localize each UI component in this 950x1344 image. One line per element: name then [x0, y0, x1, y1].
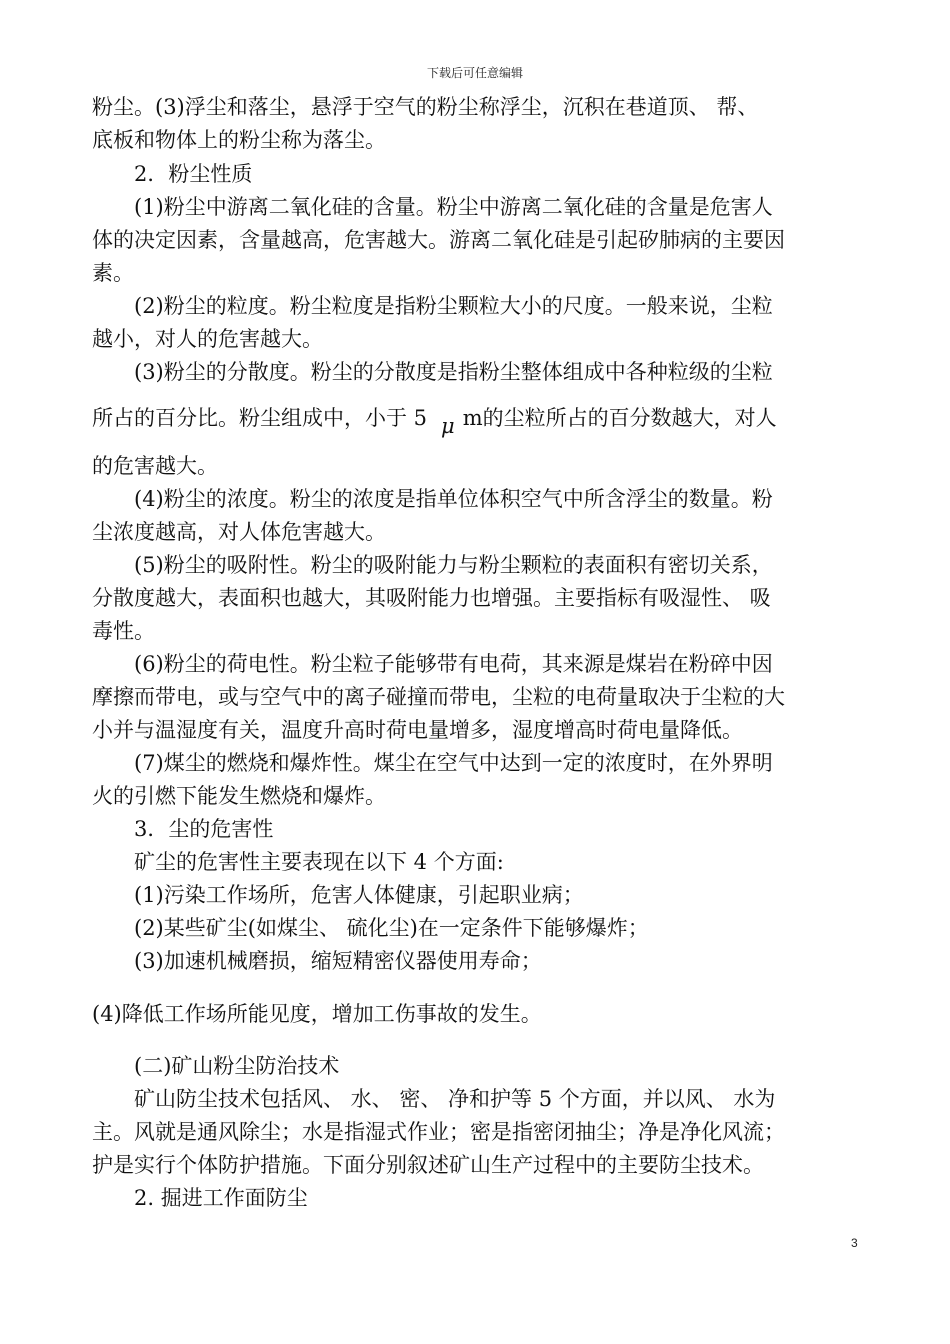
section-heading: (二)矿山粉尘防治技术	[134, 1054, 340, 1078]
list-item: (3)加速机械磨损，缩短精密仪器使用寿命；	[134, 949, 542, 973]
text-line: 护是实行个体防护措施。下面分别叙述矿山生产过程中的主要防尘技术。	[92, 1153, 764, 1177]
text-line: 的危害越大。	[92, 454, 218, 478]
text-line: 毒性。	[92, 619, 155, 643]
mu-symbol: μ	[441, 414, 455, 438]
text-line: 主。风就是通风除尘；水是指湿式作业；密是指密闭抽尘；净是净化风流；	[92, 1120, 785, 1144]
text-line: (4)粉尘的浓度。粉尘的浓度是指单位体积空气中所含浮尘的数量。粉	[134, 487, 773, 511]
text-line: 小并与温湿度有关，温度升高时荷电量增多，湿度增高时荷电量降低。	[92, 718, 743, 742]
text-line: (7)煤尘的燃烧和爆炸性。煤尘在空气中达到一定的浓度时，在外界明	[134, 751, 773, 775]
text-line: (5)粉尘的吸附性。粉尘的吸附能力与粉尘颗粒的表面积有密切关系，	[134, 553, 773, 577]
text-line: (3)粉尘的分散度。粉尘的分散度是指粉尘整体组成中各种粒级的尘粒	[134, 360, 773, 384]
text-line: (1)粉尘中游离二氧化硅的含量。粉尘中游离二氧化硅的含量是危害人	[134, 195, 773, 219]
section-heading: 3．尘的危害性	[134, 817, 274, 841]
text-line: 分散度越大，表面积也越大，其吸附能力也增强。主要指标有吸湿性、 吸	[92, 586, 771, 610]
list-item: (2)某些矿尘(如煤尘、 硫化尘)在一定条件下能够爆炸；	[134, 916, 649, 940]
text-line: 底板和物体上的粉尘称为落尘。	[92, 128, 386, 152]
text-line: 矿山防尘技术包括风、 水、 密、 净和护等 5 个方面，并以风、 水为	[134, 1087, 776, 1111]
text-line: (6)粉尘的荷电性。粉尘粒子能够带有电荷，其来源是煤岩在粉碎中因	[134, 652, 773, 676]
list-item: (1)污染工作场所，危害人体健康，引起职业病；	[134, 883, 584, 907]
text-line: (2)粉尘的粒度。粉尘粒度是指粉尘颗粒大小的尺度。一般来说，尘粒	[134, 294, 773, 318]
page-number: 3	[851, 1236, 858, 1250]
text-line: 粉尘。(3)浮尘和落尘，悬浮于空气的粉尘称浮尘，沉积在巷道顶、 帮、	[92, 95, 759, 119]
text-line: 体的决定因素，含量越高，危害越大。游离二氧化硅是引起矽肺病的主要因	[92, 228, 785, 252]
section-heading: 2. 掘进工作面防尘	[134, 1186, 308, 1210]
page-header: 下载后可任意编辑	[426, 66, 523, 80]
text-line: 火的引燃下能发生燃烧和爆炸。	[92, 784, 386, 808]
list-item: (4)降低工作场所能见度，增加工伤事故的发生。	[92, 1002, 542, 1026]
section-heading: 2．粉尘性质	[134, 162, 253, 186]
text-line: 矿尘的危害性主要表现在以下 4 个方面:	[134, 850, 504, 874]
text-line: 尘浓度越高，对人体危害越大。	[92, 520, 386, 544]
text-segment: m的尘粒所占的百分数越大，对人	[462, 406, 777, 430]
text-line-with-symbol	[92, 404, 777, 438]
text-segment: 所占的百分比。粉尘组成中，小于 5	[92, 406, 428, 430]
text-line: 素。	[92, 261, 134, 285]
text-line: 摩擦而带电，或与空气中的离子碰撞而带电，尘粒的电荷量取决于尘粒的大	[92, 685, 785, 709]
text-line: 越小，对人的危害越大。	[92, 327, 323, 351]
